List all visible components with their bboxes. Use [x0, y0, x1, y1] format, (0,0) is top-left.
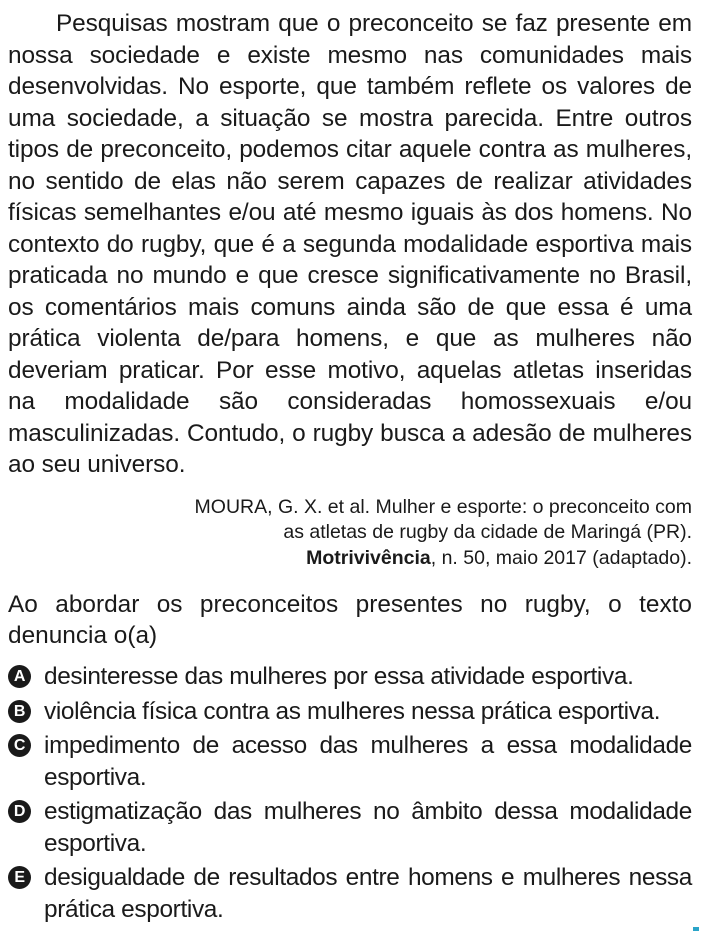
option-d-text: estigmatização das mulheres no âmbito dessa modalidade esportiva. — [44, 798, 692, 857]
option-d-letter-badge: D — [8, 800, 31, 823]
option-e-letter-badge: E — [8, 866, 31, 889]
option-a-letter-badge: A — [8, 665, 31, 688]
question-stem: Ao abordar os preconceitos presentes no rugby, o texto denuncia o(a) — [8, 591, 692, 649]
option-b[interactable] — [8, 696, 692, 728]
citation-line-3 — [8, 546, 692, 572]
option-b-text: violência física contra as mulheres nessa prática esportiva. — [44, 697, 661, 725]
question-page — [8, 8, 692, 941]
passage-text: Pesquisas mostram que o preconceito se faz presente em nossa sociedade e existe mesmo nas comunidades mais desenvolvidas. No esporte, que também reflete os valores de uma sociedade, a situação se mostra parecida. Entre outros tipos de preconceito, podemos citar aquele contra as mulheres, no sentido de elas não serem capazes de realizar atividades físicas semelhantes e/ou até mesmo iguais às dos homens. No contexto do rugby, que é a segunda modalidade esportiva mais praticada no mundo e que cresce significativamente no Brasil, os comentários mais comuns ainda são de que essa é uma prática violenta de/para homens, e que as mulheres não deveriam praticar. Por esse motivo, aquelas atletas inseridas na modalidade são consideradas homossexuais e/ou masculinizadas. Contudo, o rugby busca a adesão de mulheres ao seu universo. — [8, 10, 692, 478]
citation-line-1: MOURA, G. X. et al. Mulher e esporte: o preconceito com — [194, 495, 692, 518]
option-c-text: impedimento de acesso das mulheres a essa modalidade esportiva. — [44, 732, 692, 791]
option-e[interactable] — [8, 862, 692, 925]
answer-options — [8, 661, 692, 925]
option-a[interactable] — [8, 661, 692, 693]
citation — [8, 495, 692, 572]
citation-line-2: as atletas de rugby da cidade de Maringá (PR). — [283, 521, 692, 543]
option-d[interactable] — [8, 796, 692, 859]
citation-journal: Motrivivência — [306, 546, 431, 569]
corner-mark-decoration — [693, 927, 699, 931]
option-e-text: desigualdade de resultados entre homens e mulheres nessa prática esportiva. — [44, 864, 692, 923]
option-a-text: desinteresse das mulheres por essa atividade esportiva. — [44, 663, 634, 690]
option-b-letter-badge: B — [8, 700, 31, 723]
option-c[interactable] — [8, 730, 692, 793]
citation-details: , n. 50, maio 2017 (adaptado). — [430, 546, 692, 569]
option-c-letter-badge: C — [8, 734, 31, 757]
